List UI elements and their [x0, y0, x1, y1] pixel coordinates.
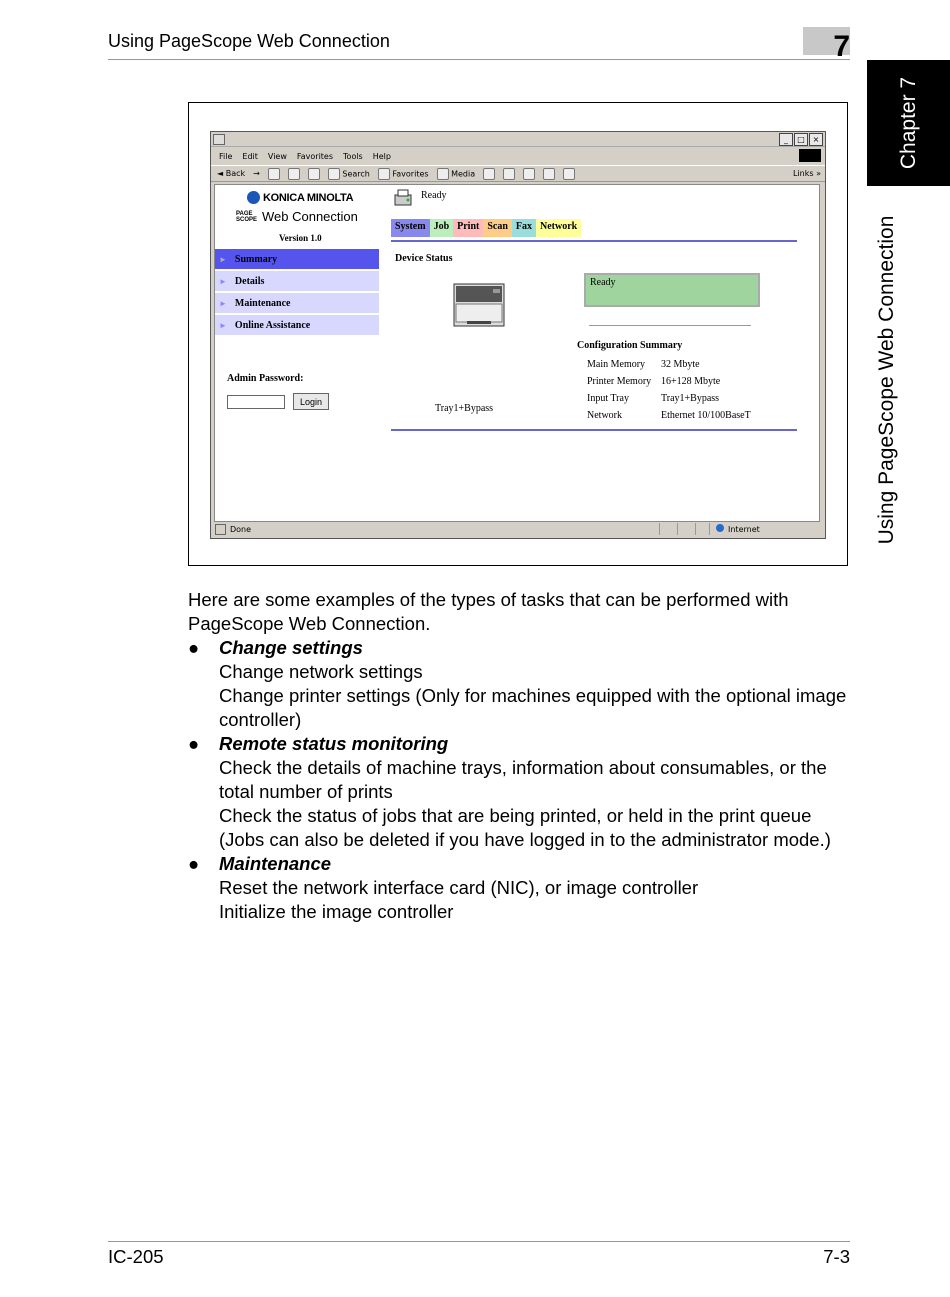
nav-details[interactable]: ► Details [215, 271, 379, 291]
arrow-icon: ► [219, 320, 227, 330]
ready-status-box: Ready [584, 273, 760, 307]
list-item-heading: Change settings [219, 637, 363, 658]
tab-print[interactable]: Print [453, 219, 483, 237]
menu-edit[interactable]: Edit [242, 151, 258, 161]
history-icon[interactable] [483, 168, 495, 180]
nav-summary[interactable]: ► Summary [215, 249, 379, 269]
konica-minolta-globe-icon [247, 191, 260, 204]
intro-paragraph: Here are some examples of the types of tasks that can be performed with PageScope Web Connection. [188, 589, 789, 634]
window-titlebar [211, 132, 825, 147]
config-row: Main Memory 32 Mbyte [587, 359, 700, 370]
task-list [188, 636, 850, 924]
close-button[interactable]: × [809, 133, 823, 146]
discuss-icon[interactable] [563, 168, 575, 180]
windows-logo-icon [799, 149, 821, 162]
list-item-line: Check the details of machine trays, information about consumables, or the total number of prints [219, 757, 827, 802]
config-summary-heading: Configuration Summary [577, 340, 683, 351]
config-row: Printer Memory 16+128 Mbyte [587, 376, 721, 387]
device-image [453, 283, 505, 327]
globe-icon [716, 524, 724, 532]
mail-icon[interactable] [503, 168, 515, 180]
forward-arrow-icon[interactable]: → [253, 169, 260, 178]
bullet-icon: ● [188, 637, 200, 658]
menu-favorites[interactable]: Favorites [296, 151, 334, 161]
pagescope-mark: PAGE SCOPE [236, 210, 258, 223]
menu-help[interactable]: Help [372, 151, 391, 161]
web-page-content [214, 184, 820, 522]
print-icon[interactable] [523, 168, 535, 180]
home-icon[interactable] [308, 168, 320, 180]
tab-underline [391, 240, 797, 242]
nav-maintenance[interactable]: ► Maintenance [215, 293, 379, 313]
arrow-icon: ► [219, 254, 227, 264]
tab-job[interactable]: Job [430, 219, 454, 237]
tab-network[interactable]: Network [536, 219, 581, 237]
media-button[interactable]: Media [437, 168, 476, 180]
footer-rule [108, 1241, 850, 1242]
edit-icon[interactable] [543, 168, 555, 180]
section-side-label: Using PageScope Web Connection [875, 215, 898, 545]
top-status-text: Ready [421, 190, 447, 201]
config-row: Input Tray Tray1+Bypass [587, 393, 720, 404]
content-bottom-rule [391, 429, 797, 431]
footer-page-number: 7-3 [823, 1246, 850, 1267]
favorites-icon [378, 168, 390, 180]
media-icon [437, 168, 449, 180]
page-done-icon [215, 524, 226, 535]
list-item-heading: Remote status monitoring [219, 733, 449, 754]
favorites-button[interactable]: Favorites [378, 168, 429, 180]
tab-system[interactable]: System [391, 219, 430, 237]
running-header-title: Using PageScope Web Connection [108, 31, 390, 51]
menu-view[interactable]: View [267, 151, 287, 161]
body-text [188, 588, 850, 924]
menu-tools[interactable]: Tools [343, 151, 363, 161]
arrow-icon: ► [219, 298, 227, 308]
list-item [188, 732, 850, 852]
section-side-title [867, 200, 907, 560]
links-button[interactable]: Links » [793, 169, 821, 178]
browser-window [210, 131, 826, 539]
bullet-icon: ● [188, 733, 200, 754]
konica-minolta-logo: KONICA MINOLTA [247, 191, 353, 204]
refresh-icon[interactable] [288, 168, 300, 180]
search-button[interactable]: Search [328, 168, 370, 180]
function-tabs [391, 219, 581, 237]
browser-toolbar [211, 165, 825, 182]
status-text: Done [230, 524, 252, 534]
footer-model: IC-205 [108, 1246, 164, 1267]
printer-status-icon [393, 189, 413, 207]
version-label: Version 1.0 [279, 233, 322, 243]
admin-password-label: Admin Password: [227, 373, 304, 384]
ie-icon [213, 134, 225, 145]
sidebar-nav [215, 249, 379, 337]
nav-online-assistance[interactable]: ► Online Assistance [215, 315, 379, 335]
header-rule [108, 59, 850, 60]
maximize-button[interactable]: □ [794, 133, 808, 146]
list-item-line: Check the status of jobs that are being printed, or held in the print queue (Jobs can also be deleted if you have logged in to the administrator mode.) [219, 805, 831, 850]
config-row: Network Ethernet 10/100BaseT [587, 410, 751, 421]
config-divider [589, 325, 751, 326]
list-item-line: Change printer settings (Only for machines equipped with the optional image controller) [219, 685, 847, 730]
chapter-number: 7 [833, 30, 850, 63]
list-item [188, 852, 850, 924]
chapter-side-tab [867, 60, 950, 186]
tab-fax[interactable]: Fax [512, 219, 536, 237]
minimize-button[interactable]: _ [779, 133, 793, 146]
list-item [188, 636, 850, 732]
chapter-side-label: Chapter 7 [896, 76, 920, 170]
menu-bar [211, 148, 825, 164]
device-status-heading: Device Status [395, 253, 453, 264]
browser-statusbar [211, 521, 825, 537]
menu-file[interactable]: File [219, 151, 233, 161]
tray-caption: Tray1+Bypass [435, 403, 494, 414]
stop-icon[interactable] [268, 168, 280, 180]
list-item-line: Initialize the image controller [219, 901, 454, 922]
search-icon [328, 168, 340, 180]
login-button[interactable]: Login [293, 393, 329, 410]
list-item-line: Change network settings [219, 661, 423, 682]
list-item-heading: Maintenance [219, 853, 332, 874]
admin-password-input[interactable] [227, 395, 285, 409]
tab-scan[interactable]: Scan [483, 219, 512, 237]
bullet-icon: ● [188, 853, 200, 874]
internet-zone: Internet [716, 524, 760, 534]
list-item-line: Reset the network interface card (NIC), or image controller [219, 877, 699, 898]
web-connection-logo: PAGE SCOPE Web Connection [236, 209, 358, 224]
arrow-icon: ► [219, 276, 227, 286]
back-button[interactable]: ◄ Back [217, 169, 246, 178]
